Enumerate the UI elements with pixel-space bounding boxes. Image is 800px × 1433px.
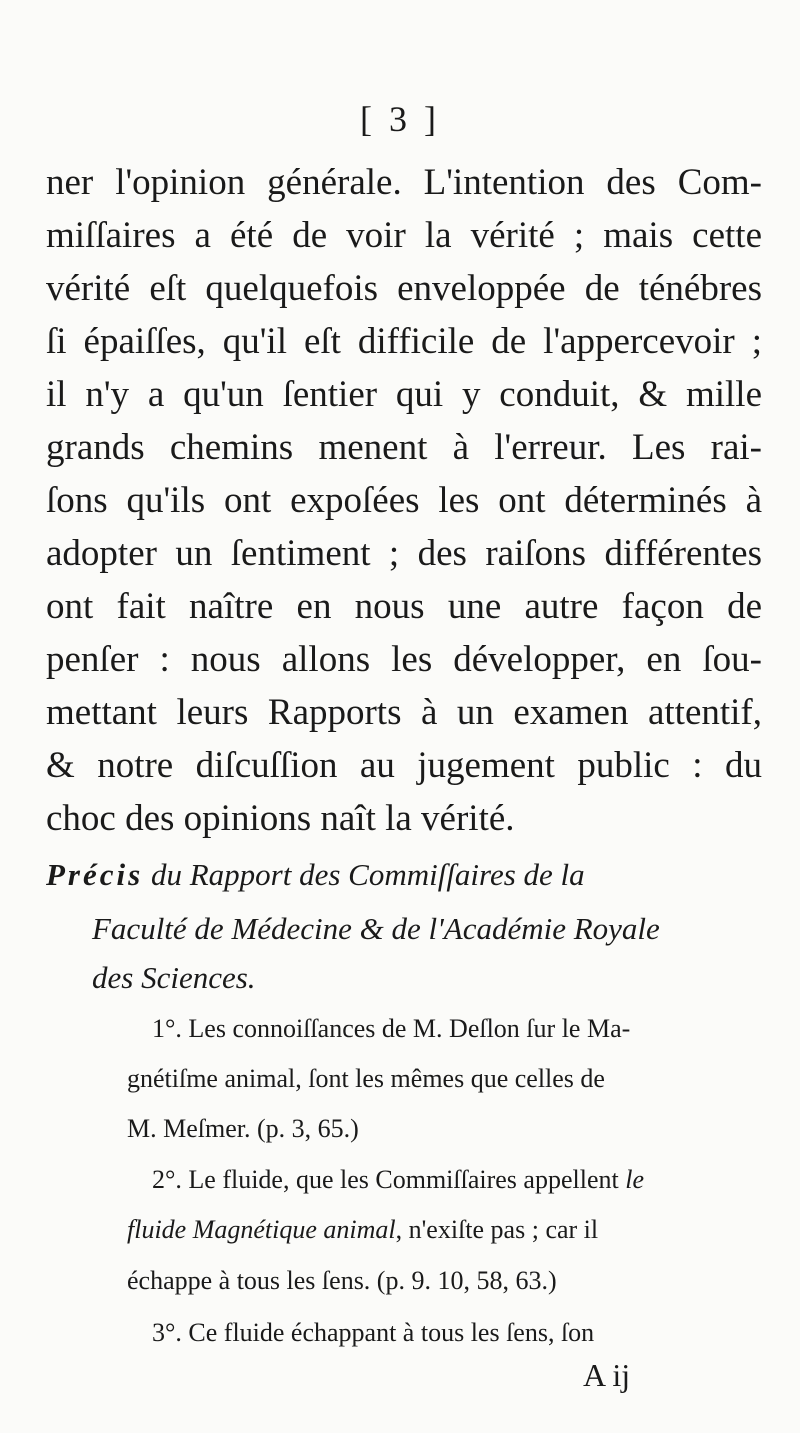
precis-heading-line3: des Sciences.: [92, 960, 256, 995]
signature-mark: A ij: [583, 1357, 631, 1393]
page-number: [ 3 ]: [360, 99, 440, 139]
precis-heading-line1: [46, 850, 762, 900]
precis-heading-line2: Faculté de Médecine & de l'Académie Royale: [92, 911, 660, 946]
body-line: ont fait naître en nous une autre façon de: [46, 586, 762, 627]
body-line: penſer : nous allons les développer, en ſou-: [46, 639, 762, 680]
body-line: & notre diſcuſſion au jugement public : du: [46, 745, 762, 786]
item-1-line2: gnétiſme animal, ſont les mêmes que celles de: [127, 1064, 605, 1093]
body-line: grands chemins menent à l'erreur. Les rai-: [46, 427, 762, 468]
item-2-italic-term: fluide Magnétique animal: [127, 1215, 396, 1244]
body-line: ner l'opinion générale. L'intention des Com-: [46, 162, 762, 203]
body-line: il n'y a qu'un ſentier qui y conduit, & mille: [46, 374, 762, 415]
item-1-line1: 1°. Les connoiſſances de M. Deſlon ſur le Ma-: [152, 1014, 631, 1043]
body-line: choc des opinions naît la vérité.: [46, 798, 515, 839]
item-1-line3: M. Meſmer. (p. 3, 65.): [127, 1114, 359, 1143]
body-line: ſons qu'ils ont expoſées les ont déterminés à: [46, 480, 762, 521]
item-2-line3: échappe à tous les ſens. (p. 9. 10, 58, 63.): [127, 1266, 557, 1295]
body-line: ſi épaiſſes, qu'il eſt difficile de l'appercevoir ;: [46, 321, 762, 362]
body-line: miſſaires a été de voir la vérité ; mais cette: [46, 215, 762, 256]
body-line: vérité eſt quelquefois enveloppée de ténébres: [46, 268, 762, 309]
item-3-line1: 3°. Ce fluide échappant à tous les ſens, ſon: [152, 1318, 595, 1347]
body-line: adopter un ſentiment ; des raiſons différentes: [46, 533, 762, 574]
item-2-line1: [152, 1155, 644, 1205]
body-line: mettant leurs Rapports à un examen attentif,: [46, 692, 762, 733]
item-2-line2: [127, 1205, 598, 1255]
item-2-text: 2°. Le fluide, que les Commiſſaires appellent: [152, 1165, 626, 1194]
item-2-text: , n'exiſte pas ; car il: [395, 1215, 599, 1244]
precis-heading-rest: du Rapport des Commiſſaires de la: [150, 857, 585, 892]
item-2-italic: le: [625, 1165, 644, 1194]
precis-smallcaps: Précis: [46, 857, 144, 892]
